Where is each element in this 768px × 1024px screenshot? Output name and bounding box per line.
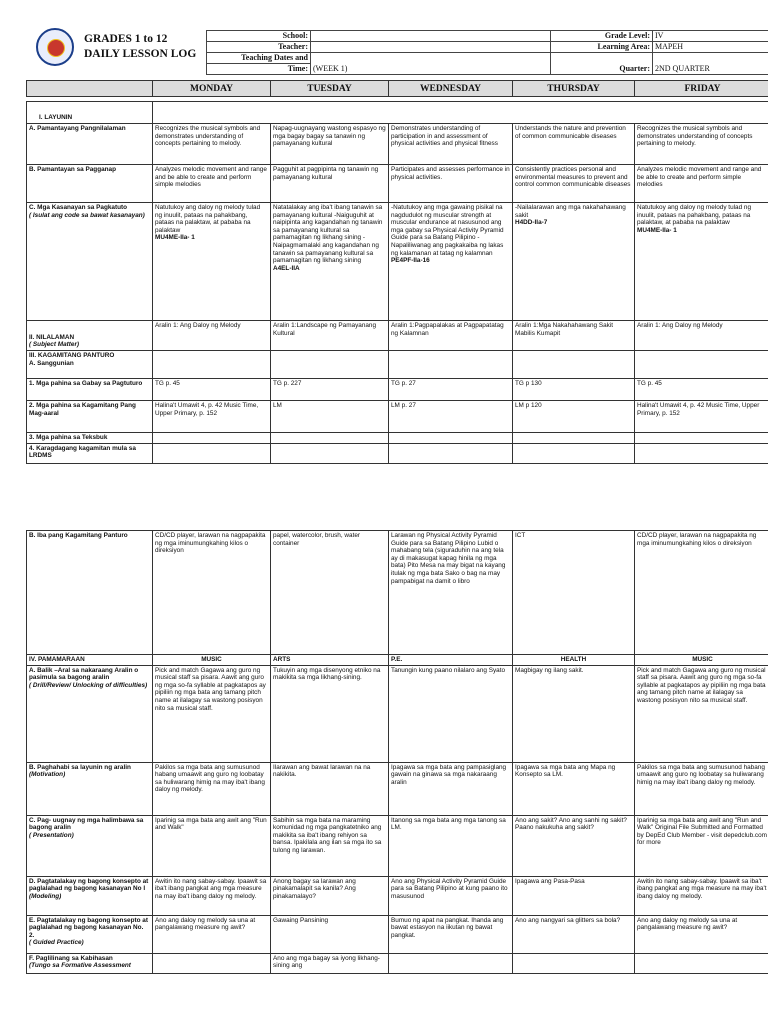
deped-seal-icon (36, 28, 74, 66)
cell-c-monday-code: MU4ME-IIa- 1 (155, 234, 195, 242)
quarter-value: 2ND QUARTER (653, 53, 768, 75)
title-grades: GRADES 1 to 12 (84, 33, 168, 45)
step-b-thursday: Ipagawa sa mga bata ang Mapa ng Konsepto sa LM. (513, 762, 635, 815)
cell-c-thursday (513, 203, 635, 321)
step-d-text: D. Pagtatalakay ng bagong konsepto at paglalahad ng bagong kasanayan No I (29, 877, 149, 893)
row-label-a: A. Pamantayang Pangnilalaman (27, 124, 153, 165)
nilalaman-sub: ( Subject Matter) (29, 341, 80, 349)
step-f-friday (635, 953, 768, 973)
subject-thursday: HEALTH (513, 655, 635, 666)
step-b-label (27, 762, 153, 815)
step-e-label (27, 915, 153, 953)
cell-b-friday: Analyzes melodic movement and range and be able to create and perform simple melodies (635, 165, 768, 203)
time-label: Time: (207, 64, 311, 75)
cell-ref2-thursday: LM p 120 (513, 401, 635, 433)
subject-monday: MUSIC (153, 655, 271, 666)
cell-ref3-thursday (513, 433, 635, 444)
cell-ref2-wednesday: LM p. 27 (389, 401, 513, 433)
step-c-wednesday: Itanong sa mga bata ang mga tanong sa LM. (389, 815, 513, 876)
day-tuesday: TUESDAY (271, 81, 389, 97)
cell-c-friday-code: MU4ME-IIa- 1 (637, 226, 677, 234)
row-label-c-text: C. Mga Kasanayan sa Pagkatuto (29, 204, 128, 211)
cell-ref1-monday: TG p. 45 (153, 379, 271, 401)
week-value: (WEEK 1) (311, 53, 551, 75)
cell-ref4-wednesday (389, 443, 513, 463)
cell-ref3-wednesday (389, 433, 513, 444)
grade-level-value: IV (653, 31, 768, 42)
day-thursday: THURSDAY (513, 81, 635, 97)
step-a-text: A. Balik –Aral sa nakaraang Aralin o pasimula sa bagong aralin (29, 666, 139, 682)
day-header-table (26, 80, 768, 97)
cell-kagamitan-wednesday (389, 351, 513, 379)
step-d-tuesday: Anong bagay sa larawan ang pinakamalapit sa kanila? Ang pinakamalayo? (271, 876, 389, 915)
step-f-wednesday (389, 953, 513, 973)
cell-ref4-friday (635, 443, 768, 463)
subject-tuesday: ARTS (271, 655, 389, 666)
step-e-tuesday: Gawaing Pansining (271, 915, 389, 953)
step-a-friday: Pick and match Gagawa ang guro ng musical staff sa pisara. Aawit ang guro ng mga so-fa syllable at pagkatapos ay pipiliin ng mga bata ang tamang pitch name at ilalagay sa wastong posisyon nito sa musical staff. (635, 665, 768, 762)
step-d-sub: (Modeling) (29, 892, 62, 900)
step-c-tuesday: Sabihin sa mga bata na maraming komunidad ng mga pangkatetniko ang makikita sa iba't ibang rehiyon sa bansa. Ipakilala ang ilan sa mga ito sa tulong ng larawan. (271, 815, 389, 876)
cell-nilalaman-tuesday: Aralin 1:Landscape ng Pamayanang Kultural (271, 321, 389, 351)
cell-iba-tuesday: papel, watercolor, brush, water container (271, 531, 389, 655)
layunin-label: I. LAYUNIN (27, 102, 153, 124)
step-a-wednesday: Tanungin kung paano nilalaro ang Syato (389, 665, 513, 762)
teaching-dates-label: Teaching Dates and (207, 53, 311, 64)
step-d-wednesday: Ano ang Physical Activity Pyramid Guide para sa Batang Pilipino at kung paano ito masusunod (389, 876, 513, 915)
cell-a-monday: Recognizes the musical symbols and demonstrates understanding of concepts pertaining to melody. (153, 124, 271, 165)
cell-ref1-friday: TG p. 45 (635, 379, 768, 401)
grade-level-label: Grade Level: (551, 31, 653, 42)
cell-c-friday-text: Natutukoy ang daloy ng melody tulad ng inuulit, pataas na pahakbang, pataas na palaktaw, at pababa na palaktaw (637, 204, 752, 227)
header-info-table (206, 30, 768, 75)
step-a-thursday: Magbigay ng ilang sakit. (513, 665, 635, 762)
cell-b-tuesday: Pagguhit at pagpipinta ng tanawin ng pamayanang kultural (271, 165, 389, 203)
step-d-thursday: Ipagawa ang Pasa-Pasa (513, 876, 635, 915)
cell-b-thursday: Consistently practices personal and environmental measures to prevent and control common communicable diseases (513, 165, 635, 203)
step-b-monday: Pakilos sa mga bata ang sumusunod habang umaawit ang guro ng loobatay sa huliwarang himig na may iba't ibang daloy ng melody. (153, 762, 271, 815)
step-e-thursday: Ano ang nangyari sa glitters sa bola? (513, 915, 635, 953)
cell-ref3-friday (635, 433, 768, 444)
cell-nilalaman-wednesday: Aralin 1:Pagpapalakas at Pagpapatatag ng Kalamnan (389, 321, 513, 351)
cell-a-friday: Recognizes the musical symbols and demonstrates understanding of concepts pertaining to melody. (635, 124, 768, 165)
step-c-thursday: Ano ang sakit? Ano ang sanhi ng sakit? Paano nakukuha ang sakit? (513, 815, 635, 876)
cell-c-friday (635, 203, 768, 321)
step-a-tuesday: Tukuyin ang mga disenyong etniko na makikita sa mga likhang-sining. (271, 665, 389, 762)
cell-c-monday (153, 203, 271, 321)
row-label-c (27, 203, 153, 321)
cell-kagamitan-thursday (513, 351, 635, 379)
step-b-wednesday: Ipagawa sa mga bata ang pampasiglang gawain na ginawa sa mga nakaraang aralin (389, 762, 513, 815)
step-b-sub: (Motivation) (29, 771, 66, 779)
step-a-monday: Pick and match Gagawa ang guro ng musical staff sa pisara. Aawit ang guro ng mga so-fa syllable at pagkatapos ay pipiliin ng mga bata ang tamang pitch name at ilalagay sa wastong posisyon nito sa musical staff. (153, 665, 271, 762)
row-label-pamamaraan: IV. PAMAMARAAN (27, 655, 153, 666)
step-d-monday: Awitin ito nang sabay-sabay. Ipaawit sa iba't ibang pangkat ang mga measure na may iba't ibang daloy ng melody. (153, 876, 271, 915)
row-label-ref-4: 4. Karagdagang kagamitan mula sa LRDMS (27, 443, 153, 463)
row-label-nilalaman (27, 321, 153, 351)
cell-ref4-thursday (513, 443, 635, 463)
teacher-label: Teacher: (207, 42, 311, 53)
cell-ref2-friday: Halina't Umawit 4, p. 42 Music Time, Upper Primary, p. 152 (635, 401, 768, 433)
cell-nilalaman-thursday: Aralin 1:Mga Nakahahawang Sakit Mabilis Kumapit (513, 321, 635, 351)
cell-c-tuesday-text: Natatalakay ang iba't ibang tanawin sa pamayanang kultural -Naiguguhit at naipipinta ang kagandahan ng tanawin sa pamayanang kultural sa pamamagitan ng likhang sining -Naipagmamalaki ang kagandahan ng tanawin sa pamayanang kultural sa pamamagitan ng likhang sining (273, 204, 383, 265)
step-f-monday (153, 953, 271, 973)
day-monday: MONDAY (153, 81, 271, 97)
cell-c-thursday-text: -Nailalarawan ang mga nakahahawang sakit (515, 204, 626, 219)
row-label-iba: B. Iba pang Kagamitang Panturo (27, 531, 153, 655)
step-c-text: C. Pag- uugnay ng mga halimbawa sa bagong aralin (29, 816, 144, 832)
day-wednesday: WEDNESDAY (389, 81, 513, 97)
step-e-monday: Ano ang daloy ng melody sa una at pangalawang measure ng awit? (153, 915, 271, 953)
step-b-tuesday: Ilarawan ang bawat larawan na na nakikita. (271, 762, 389, 815)
cell-ref1-wednesday: TG p. 27 (389, 379, 513, 401)
learning-area-value: MAPEH (653, 42, 768, 53)
step-f-tuesday: Ano ang mga bagay sa iyong likhang-sining ang (271, 953, 389, 973)
step-b-text: B. Paghahabi sa layunin ng aralin (29, 763, 131, 771)
day-friday: FRIDAY (635, 81, 768, 97)
cell-b-monday: Analyzes melodic movement and range and be able to create and perform simple melodies (153, 165, 271, 203)
step-e-text: E. Pagtatalakay ng bagong konsepto at paglalahad ng bagong kasanayan No. 2. (29, 916, 148, 939)
kagamitan-text: III. KAGAMITANG PANTURO (29, 352, 115, 359)
step-b-friday: Pakilos sa mga bata ang sumusunod habang umaawit ang guro ng loobatay sa huliwarang himig na may iba't ibang daloy ng melody. (635, 762, 768, 815)
layunin-blank (153, 102, 768, 124)
cell-iba-friday: CD/CD player, larawan na nagpapakita ng mga iminumungkahing kilos o direksiyon (635, 531, 768, 655)
cell-nilalaman-monday: Aralin 1: Ang Daloy ng Melody (153, 321, 271, 351)
step-d-label (27, 876, 153, 915)
subject-friday: MUSIC (635, 655, 768, 666)
cell-b-wednesday: Participates and assesses performance in physical activities. (389, 165, 513, 203)
step-a-sub: ( Drill/Review/ Unlocking of difficulties) (29, 681, 148, 689)
cell-nilalaman-friday: Aralin 1: Ang Daloy ng Melody (635, 321, 768, 351)
step-e-sub: ( Guided Practice) (29, 939, 84, 947)
day-header-blank (27, 81, 153, 97)
step-a-label (27, 665, 153, 762)
cell-c-wednesday-text: -Natutukoy ang mga gawaing pisikal na nagdudulot ng muscular strength at muscular endurance at nasusunod ang mga gabay sa Physical Activity Pyramid Guide para sa Batang Pilipino -Napaliliwanag ang pagkakaiba ng lakas ng kalamanan at tatag ng kalamnan (391, 204, 504, 257)
lesson-log-table-page-2 (26, 530, 768, 974)
nilalaman-text: II. NILALAMAN (29, 333, 75, 341)
sanggunian-text: A. Sanggunian (29, 359, 74, 367)
subject-wednesday: P.E. (389, 655, 513, 666)
cell-c-wednesday-code: PE4PF-IIa-16 (391, 257, 430, 265)
cell-ref4-monday (153, 443, 271, 463)
cell-ref3-tuesday (271, 433, 389, 444)
cell-ref4-tuesday (271, 443, 389, 463)
cell-c-thursday-code: H4DD-IIa-7 (515, 219, 548, 227)
lesson-log-table-page-1 (26, 101, 768, 464)
step-f-text: F. Paglilinang sa Kabihasan (29, 954, 113, 962)
cell-iba-thursday: ICT (513, 531, 635, 655)
cell-ref3-monday (153, 433, 271, 444)
cell-c-tuesday-code: A4EL-IIA (273, 264, 300, 272)
cell-kagamitan-friday (635, 351, 768, 379)
row-label-ref-2: 2. Mga pahina sa Kagamitang Pang Mag-aaral (27, 401, 153, 433)
row-label-ref-1: 1. Mga pahina sa Gabay sa Pagtuturo (27, 379, 153, 401)
cell-kagamitan-monday (153, 351, 271, 379)
row-label-ref-3: 3. Mga pahina sa Teksbuk (27, 433, 153, 444)
cell-a-tuesday: Napag-uugnayang wastong espasyo ng mga bagay bagay sa tanawin ng pamayanang kultural (271, 124, 389, 165)
step-f-thursday (513, 953, 635, 973)
teacher-value (311, 42, 551, 53)
cell-ref1-tuesday: TG p. 227 (271, 379, 389, 401)
step-d-friday: Awitin ito nang sabay-sabay. Ipaawit sa iba't ibang pangkat ang mga measure na may iba't ibang daloy ng melody. (635, 876, 768, 915)
cell-c-monday-text: Natutukoy ang daloy ng melody tulad ng inuulit, pataas na pahakbang, pataas na palaktaw, at pababa na palaktaw (155, 204, 261, 234)
row-label-b: B. Pamantayan sa Pagganap (27, 165, 153, 203)
school-label: School: (207, 31, 311, 42)
step-c-sub: ( Presentation) (29, 831, 74, 839)
title-dll: DAILY LESSON LOG (84, 48, 197, 60)
cell-ref2-monday: Halina't Umawit 4, p. 42 Music Time, Upper Primary, p. 152 (153, 401, 271, 433)
cell-ref2-tuesday: LM (271, 401, 389, 433)
cell-kagamitan-tuesday (271, 351, 389, 379)
step-e-wednesday: Bumuo ng apat na pangkat. Ihanda ang bawat estasyon na iikutan ng bawat pangkat. (389, 915, 513, 953)
cell-ref1-thursday: TG p 130 (513, 379, 635, 401)
cell-a-thursday: Understands the nature and prevention of common communicable diseases (513, 124, 635, 165)
step-f-label (27, 953, 153, 973)
row-label-kagamitan (27, 351, 153, 379)
step-c-label (27, 815, 153, 876)
school-value (311, 31, 551, 42)
learning-area-label: Learning Area: (551, 42, 653, 53)
cell-iba-wednesday: Larawan ng Physical Activity Pyramid Guide para sa Batang Pilipino Lubid o mahabang tela (siguraduhin na ang tela ay di makasugat kapag hinila ng mga bata) Pito Mesa na may bigat na kayang itulak ng mga bata Sako o bag na may pampabigat na damit o libro (389, 531, 513, 655)
title-block (84, 32, 196, 62)
step-c-monday: Iparinig sa mga bata ang awit ang "Run and Walk" (153, 815, 271, 876)
cell-c-wednesday (389, 203, 513, 321)
row-label-c-sub: ( Isulat ang code sa bawat kasanayan) (29, 211, 145, 219)
quarter-label: Quarter: (551, 53, 653, 75)
cell-iba-monday: CD/CD player, larawan na nagpapakita ng mga iminumungkahing kilos o direksiyon (153, 531, 271, 655)
step-f-sub: (Tungo sa Formative Assessment (29, 962, 131, 970)
cell-c-tuesday (271, 203, 389, 321)
step-e-friday: Ano ang daloy ng melody sa una at pangalawang measure ng awit? (635, 915, 768, 953)
cell-a-wednesday: Demonstrates understanding of participation in and assessment of physical activities and physical fitness (389, 124, 513, 165)
step-c-friday: Iparinig sa mga bata ang awit ang "Run and Walk" Original File Submitted and Formatted by DepEd Club Member - visit depedclub.com for more (635, 815, 768, 876)
